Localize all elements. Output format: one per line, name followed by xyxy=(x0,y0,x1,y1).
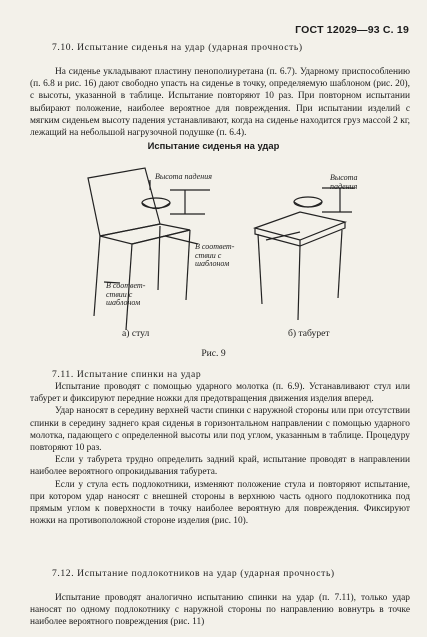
paragraph: Испытание проводят с помощью ударного молотка (п. 6.9). Устанавливают стул или табурет и фиксируют передние ножки для предотвращения движения изделия вперед. xyxy=(30,382,410,405)
page-header: ГОСТ 12029—93 С. 19 xyxy=(295,24,409,36)
section-7-12-heading: 7.12. Испытание подлокотников на удар (ударная прочность) xyxy=(52,568,335,579)
template-label-chair-lower: В соответ-ствии с шаблоном xyxy=(106,281,146,307)
section-7-12-body xyxy=(30,592,410,629)
drop-height-label-chair: Высота падения xyxy=(155,172,212,181)
section-7-10-heading: 7.10. Испытание сиденья на удар (ударная прочность) xyxy=(52,42,303,53)
paragraph: Если у табурета трудно определить задний край, испытание проводят в направлении наиболее вероятного опрокидывания табурета. xyxy=(30,455,410,478)
caption-chair: а) стул xyxy=(122,328,150,339)
section-7-11-heading: 7.11. Испытание спинки на удар xyxy=(52,369,202,380)
figure-number: Рис. 9 xyxy=(201,348,226,359)
figure-title: Испытание сиденья на удар xyxy=(147,140,280,151)
drop-height-label-stool: Высота падения xyxy=(330,173,358,191)
caption-stool: б) табурет xyxy=(288,328,330,339)
template-label-chair: В соответ-ствии с шаблоном xyxy=(195,242,235,268)
paragraph: Испытание проводят аналогично испытанию спинки на удар (п. 7.11), только удар наносят по одному подлокотнику с наружной стороны по направлению вовнутрь в точке наиболее вероятного повреждения (рис. 11) xyxy=(30,593,410,628)
paragraph: Удар наносят в середину верхней части спинки с наружной стороны или при отсутствии спинки в середину заднего края сиденья в горизонтальном направлении с помощью ударного молотка, падающего с определенной высоты или под углом, указанным в таблице. Процедуру повторяют 10 раз. xyxy=(30,406,410,454)
paragraph: На сиденье укладывают пластину пенополиуретана (п. 6.7). Ударному приспособлению (п. 6.8 и рис. 16) дают свободно упасть на сиденье в точку, определяемую шаблоном (рис. 20), с высоты, указанной в таблице. Испытание повторяют 10 раз. При повторном испытании выбирают положение, наиболее вероятное для повреждения. При испытании изделий с мягким сиденьем высоту падения устанавливают, когда на сиденье находится груз массой 2 кг, лежащий на небольшой нагрузочной подушке (п. 6.4). xyxy=(30,67,410,139)
paragraph: Если у стула есть подлокотники, изменяют положение стула и повторяют испытание, при котором удар наносят с внешней стороны в верхнюю часть одного подлокотника под прямым углом к поверхности в точку наиболее вероятную для повреждения. Фиксируют ножки на противоположной стороне изделия (рис. 10). xyxy=(30,479,410,527)
section-7-11-body xyxy=(30,381,410,527)
